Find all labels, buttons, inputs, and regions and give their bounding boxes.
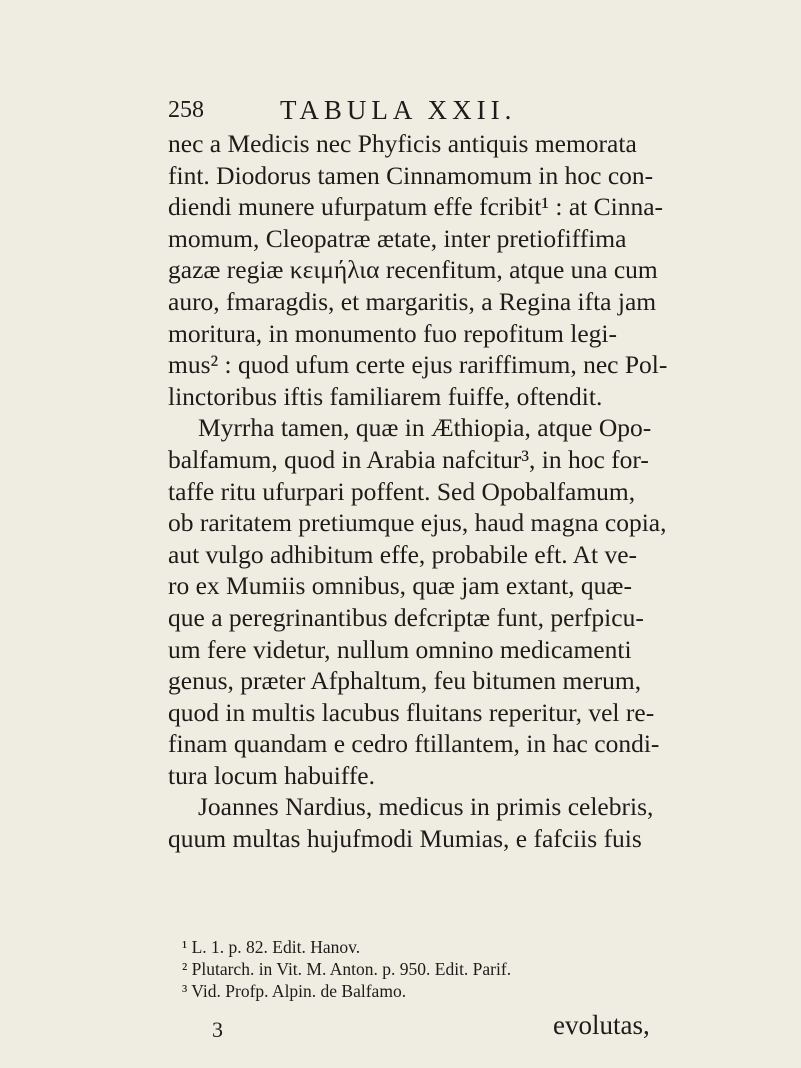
footnotes [182,936,682,1002]
footnote: ³ Vid. Profp. Alpin. de Balfamo. [182,981,407,1001]
text-line: quum multas hujufmodi Mumias, e fafciis fuis [168,824,642,854]
text-line: nec a Medicis nec Phyficis antiquis memorata [168,129,637,158]
footnote: ² Plutarch. in Vit. M. Anton. p. 950. Edit. Parif. [182,959,512,979]
text-line: auro, fmaragdis, et margaritis, a Regina ifta jam [168,286,657,316]
text-line: tura locum habuiffe. [168,760,376,790]
text-line: finam quandam e cedro ftillantem, in hac condi- [168,729,660,759]
signature-mark: 3 [212,1017,223,1042]
page-header [168,90,688,130]
text-line: diendi munere ufurpatum effe fcribit¹ : at Cinna- [168,192,664,222]
text-line: fint. Diodorus tamen Cinnamomum in hoc con- [168,160,654,190]
text-line: mus² : quod ufum certe ejus rariffimum, nec Pol- [168,350,668,380]
running-title: TABULA XXII. [280,95,517,125]
text-line: Myrrha tamen, quæ in Æthiopia, atque Opo- [198,413,652,443]
footnote: ¹ L. 1. p. 82. Edit. Hanov. [182,937,361,957]
text-line: moritura, in monumento fuo repofitum legi- [168,318,617,348]
text-line: balfamum, quod in Arabia nafcitur³, in hoc for- [168,444,649,474]
text-line: um fere videtur, nullum omnino medicamenti [168,634,632,664]
text-line: aut vulgo adhibitum effe, probabile eft. At ve- [168,539,638,569]
text-line: ob raritatem pretiumque ejus, haud magna copia, [168,508,667,538]
text-line: taffe ritu ufurpari poffent. Sed Opobalfamum, [168,476,636,506]
text-line: Joannes Nardius, medicus in primis celebris, [198,792,654,822]
catchword: evolutas, [553,1010,650,1040]
page-number: 258 [168,97,204,123]
text-line: momum, Cleopatræ ætate, inter pretiofiffima [168,223,627,253]
text-line: quod in multis lacubus fluitans reperitur, vel re- [168,697,655,727]
text-line: linctoribus iftis familiarem fuiffe, oftendit. [168,381,603,411]
text-line: gazæ regiæ κειμήλια recenfitum, atque una cum [168,255,658,285]
text-line: genus, præter Afphaltum, feu bitumen merum, [168,666,642,696]
text-line: ro ex Mumiis omnibus, quæ jam extant, quæ- [168,571,632,601]
body-text [168,128,698,855]
text-line: que a peregrinantibus defcriptæ funt, perfpicu- [168,602,644,632]
